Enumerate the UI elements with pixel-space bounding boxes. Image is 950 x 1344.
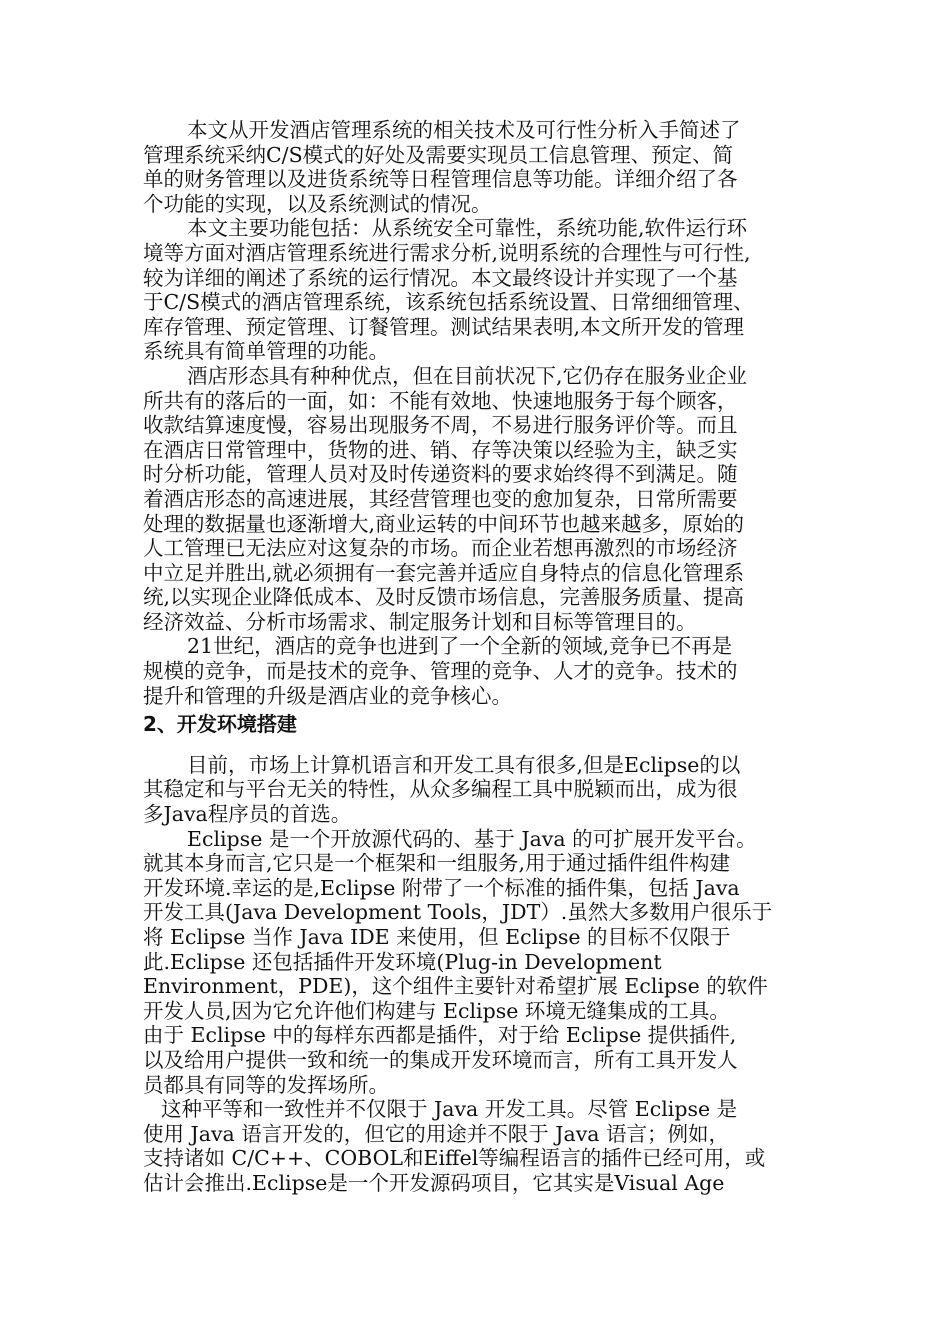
text-line: 使用 Java 语言开发的，但它的用途并不限于 Java 语言；例如，	[143, 1121, 730, 1146]
section-intro	[143, 118, 819, 708]
text-line: 这种平等和一致性并不仅限于 Java 开发工具。尽管 Eclipse 是	[161, 1097, 738, 1122]
text-line: 估计会推出.Eclipse是一个开发源码项目，它其实是Visual Age	[143, 1170, 725, 1195]
text-line: 在酒店日常管理中，货物的进、销、存等决策以经验为主，缺乏实	[143, 437, 738, 462]
section-dev-environment	[143, 753, 819, 1196]
document-body	[143, 118, 819, 1196]
text-line: 开发人员,因为它允许他们构建与 Eclipse 环境无缝集成的工具。	[143, 998, 730, 1023]
text-line: 境等方面对酒店管理系统进行需求分析,说明系统的合理性与可行性,	[143, 240, 751, 265]
text-line: Environment，PDE)，这个组件主要针对希望扩展 Eclipse 的软件	[143, 974, 768, 999]
text-line: 统,以实现企业降低成本、及时反馈市场信息，完善服务质量、提高	[143, 585, 745, 610]
text-line: 库存管理、预定管理、订餐管理。测试结果表明,本文所开发的管理	[143, 314, 745, 339]
text-line: 所共有的落后的一面，如：不能有效地、快速地服务于每个顾客，	[143, 388, 738, 413]
paragraph	[143, 118, 819, 216]
text-line: 支持诸如 C/C++、COBOL和Eiffel等编程语言的插件已经可用，或	[143, 1146, 766, 1171]
paragraph	[143, 216, 819, 364]
text-line: 处理的数据量也逐渐增大,商业运转的中间环节也越来越多，原始的	[143, 511, 745, 536]
text-line: 较为详细的阐述了系统的运行情况。本文最终设计并实现了一个基	[143, 265, 738, 290]
text-line: 时分析功能，管理人员对及时传递资料的要求始终得不到满足。随	[143, 462, 738, 487]
text-line: 由于 Eclipse 中的每样东西都是插件，对于给 Eclipse 提供插件,	[143, 1023, 737, 1048]
text-line: 开发环境.幸运的是,Eclipse 附带了一个标准的插件集，包括 Java	[143, 875, 740, 900]
paragraph	[143, 753, 819, 827]
text-line: 就其本身而言,它只是一个框架和一组服务,用于通过插件组件构建	[143, 851, 731, 876]
text-line: 经济效益、分析市场需求、制定服务计划和目标等管理目的。	[143, 609, 697, 634]
text-line: 提升和管理的升级是酒店业的竞争核心。	[143, 683, 512, 708]
text-line: 于C/S模式的酒店管理系统，该系统包括系统设置、日常细细管理、	[143, 290, 754, 315]
text-line: 规模的竞争，而是技术的竞争、管理的竞争、人才的竞争。技术的	[143, 659, 738, 684]
text-line: 以及给用户提供一致和统一的集成开发环境而言，所有工具开发人	[143, 1047, 738, 1072]
text-line: 收款结算速度慢，容易出现服务不周，不易进行服务评价等。而且	[143, 413, 738, 438]
text-line: 中立足并胜出,就必须拥有一套完善并适应自身特点的信息化管理系	[143, 560, 745, 585]
text-line: 目前，市场上计算机语言和开发工具有很多,但是Eclipse的以	[187, 752, 741, 777]
paragraph	[143, 827, 819, 1098]
paragraph	[143, 1097, 819, 1195]
text-line: 员都具有同等的发挥场所。	[143, 1072, 389, 1097]
text-line: 系统具有简单管理的功能。	[143, 339, 389, 364]
text-line: 管理系统采纳C/S模式的好处及需要实现员工信息管理、预定、简	[143, 142, 734, 167]
text-line: 本文从开发酒店管理系统的相关技术及可行性分析入手简述了	[187, 118, 741, 142]
text-line: 人工管理已无法应对这复杂的市场。而企业若想再激烈的市场经济	[143, 536, 738, 561]
section-heading: 2、开发环境搭建	[143, 712, 297, 737]
text-line: 多Java程序员的首选。	[143, 802, 352, 827]
text-line: 开发工具(Java Development Tools，JDT）.虽然大多数用户很乐于	[143, 900, 773, 925]
text-line: 着酒店形态的高速进展，其经营管理也变的愈加复杂，日常所需要	[143, 486, 738, 511]
text-line: 单的财务管理以及进货系统等日程管理信息等功能。详细介绍了各	[143, 167, 738, 192]
text-line: 21世纪，酒店的竞争也进到了一个全新的领域,竞争已不再是	[187, 634, 733, 659]
text-line: 其稳定和与平台无关的特性，从众多编程工具中脱颖而出，成为很	[143, 777, 738, 802]
text-line: 此.Eclipse 还包括插件开发环境(Plug-in Development	[143, 949, 662, 974]
text-line: Eclipse 是一个开放源代码的、基于 Java 的可扩展开发平台。	[187, 826, 757, 851]
paragraph	[143, 634, 819, 708]
text-line: 将 Eclipse 当作 Java IDE 来使用，但 Eclipse 的目标不仅限于	[143, 925, 731, 949]
text-line: 个功能的实现，以及系统测试的情况。	[143, 191, 492, 216]
text-line: 本文主要功能包括：从系统安全可靠性，系统功能,软件运行环	[187, 216, 748, 241]
paragraph	[143, 364, 819, 635]
text-line: 酒店形态具有种种优点，但在目前状况下,它仍存在服务业企业	[187, 363, 748, 388]
